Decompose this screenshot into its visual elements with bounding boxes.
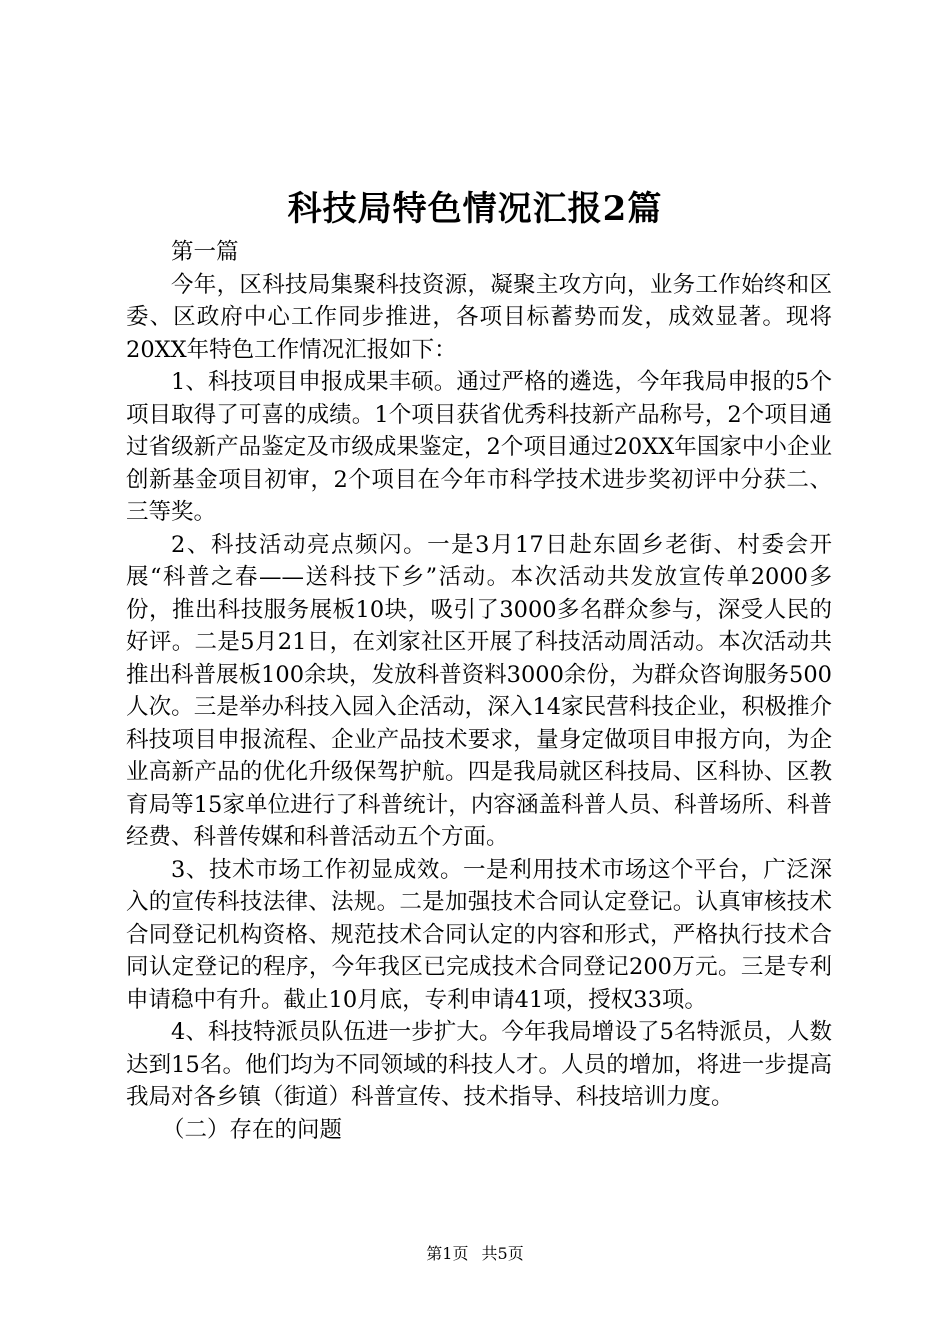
page-footer xyxy=(0,1243,950,1265)
paragraph-item-1: 1、科技项目申报成果丰硕。通过严格的遴选，今年我局申报的5个项目取得了可喜的成绩。1个项目获省优秀科技新产品称号，2个项目通过省级新产品鉴定及市级成果鉴定，2个项目通过20XX年国家中小企业创新基金项目初审，2个项目在今年市科学技术进步奖初评中分获二、三等奖。 xyxy=(126,369,832,525)
subheading-problems: （二）存在的问题 xyxy=(162,1116,343,1143)
document-body xyxy=(126,236,832,1146)
section-label: 第一篇 xyxy=(171,239,239,265)
page-total: 共5页 xyxy=(481,1244,524,1263)
paragraph-intro: 今年，区科技局集聚科技资源，凝聚主攻方向，业务工作始终和区委、区政府中心工作同步推进，各项目标蓄势而发，成效显著。现将20XX年特色工作情况汇报如下： xyxy=(126,271,832,363)
page-number: 第1页 xyxy=(426,1244,469,1263)
document-title: 科技局特色情况汇报2篇 xyxy=(287,189,663,229)
paragraph-item-3: 3、技术市场工作初显成效。一是利用技术市场这个平台，广泛深入的宣传科技法律、法规。二是加强技术合同认定登记。认真审核技术合同登记机构资格、规范技术合同认定的内容和形式，严格执行技术合同认定登记的程序，今年我区已完成技术合同登记200万元。三是专利申请稳中有升。截止10月底，专利申请41项，授权33项。 xyxy=(126,856,832,1013)
paragraph-item-2: 2、科技活动亮点频闪。一是3月17日赴东固乡老街、村委会开展“科普之春——送科技下乡”活动。本次活动共发放宣传单2000多份，推出科技服务展板10块，吸引了3000多名群众参与，深受人民的好评。二是5月21日，在刘家社区开展了科技活动周活动。本次活动共推出科普展板100余块，发放科普资料3000余份，为群众咨询服务500人次。三是举办科技入园入企活动，深入14家民营科技企业，积极推介科技项目申报流程、企业产品技术要求，量身定做项目申报方向，为企业高新产品的优化升级保驾护航。四是我局就区科技局、区科协、区教育局等15家单位进行了科普统计，内容涵盖科普人员、科普场所、科普经费、科普传媒和科普活动五个方面。 xyxy=(126,531,832,850)
paragraph-item-4: 4、科技特派员队伍进一步扩大。今年我局增设了5名特派员，人数达到15名。他们均为不同领域的科技人才。人员的增加，将进一步提高我局对各乡镇（街道）科普宣传、技术指导、科技培训力度。 xyxy=(126,1019,832,1110)
